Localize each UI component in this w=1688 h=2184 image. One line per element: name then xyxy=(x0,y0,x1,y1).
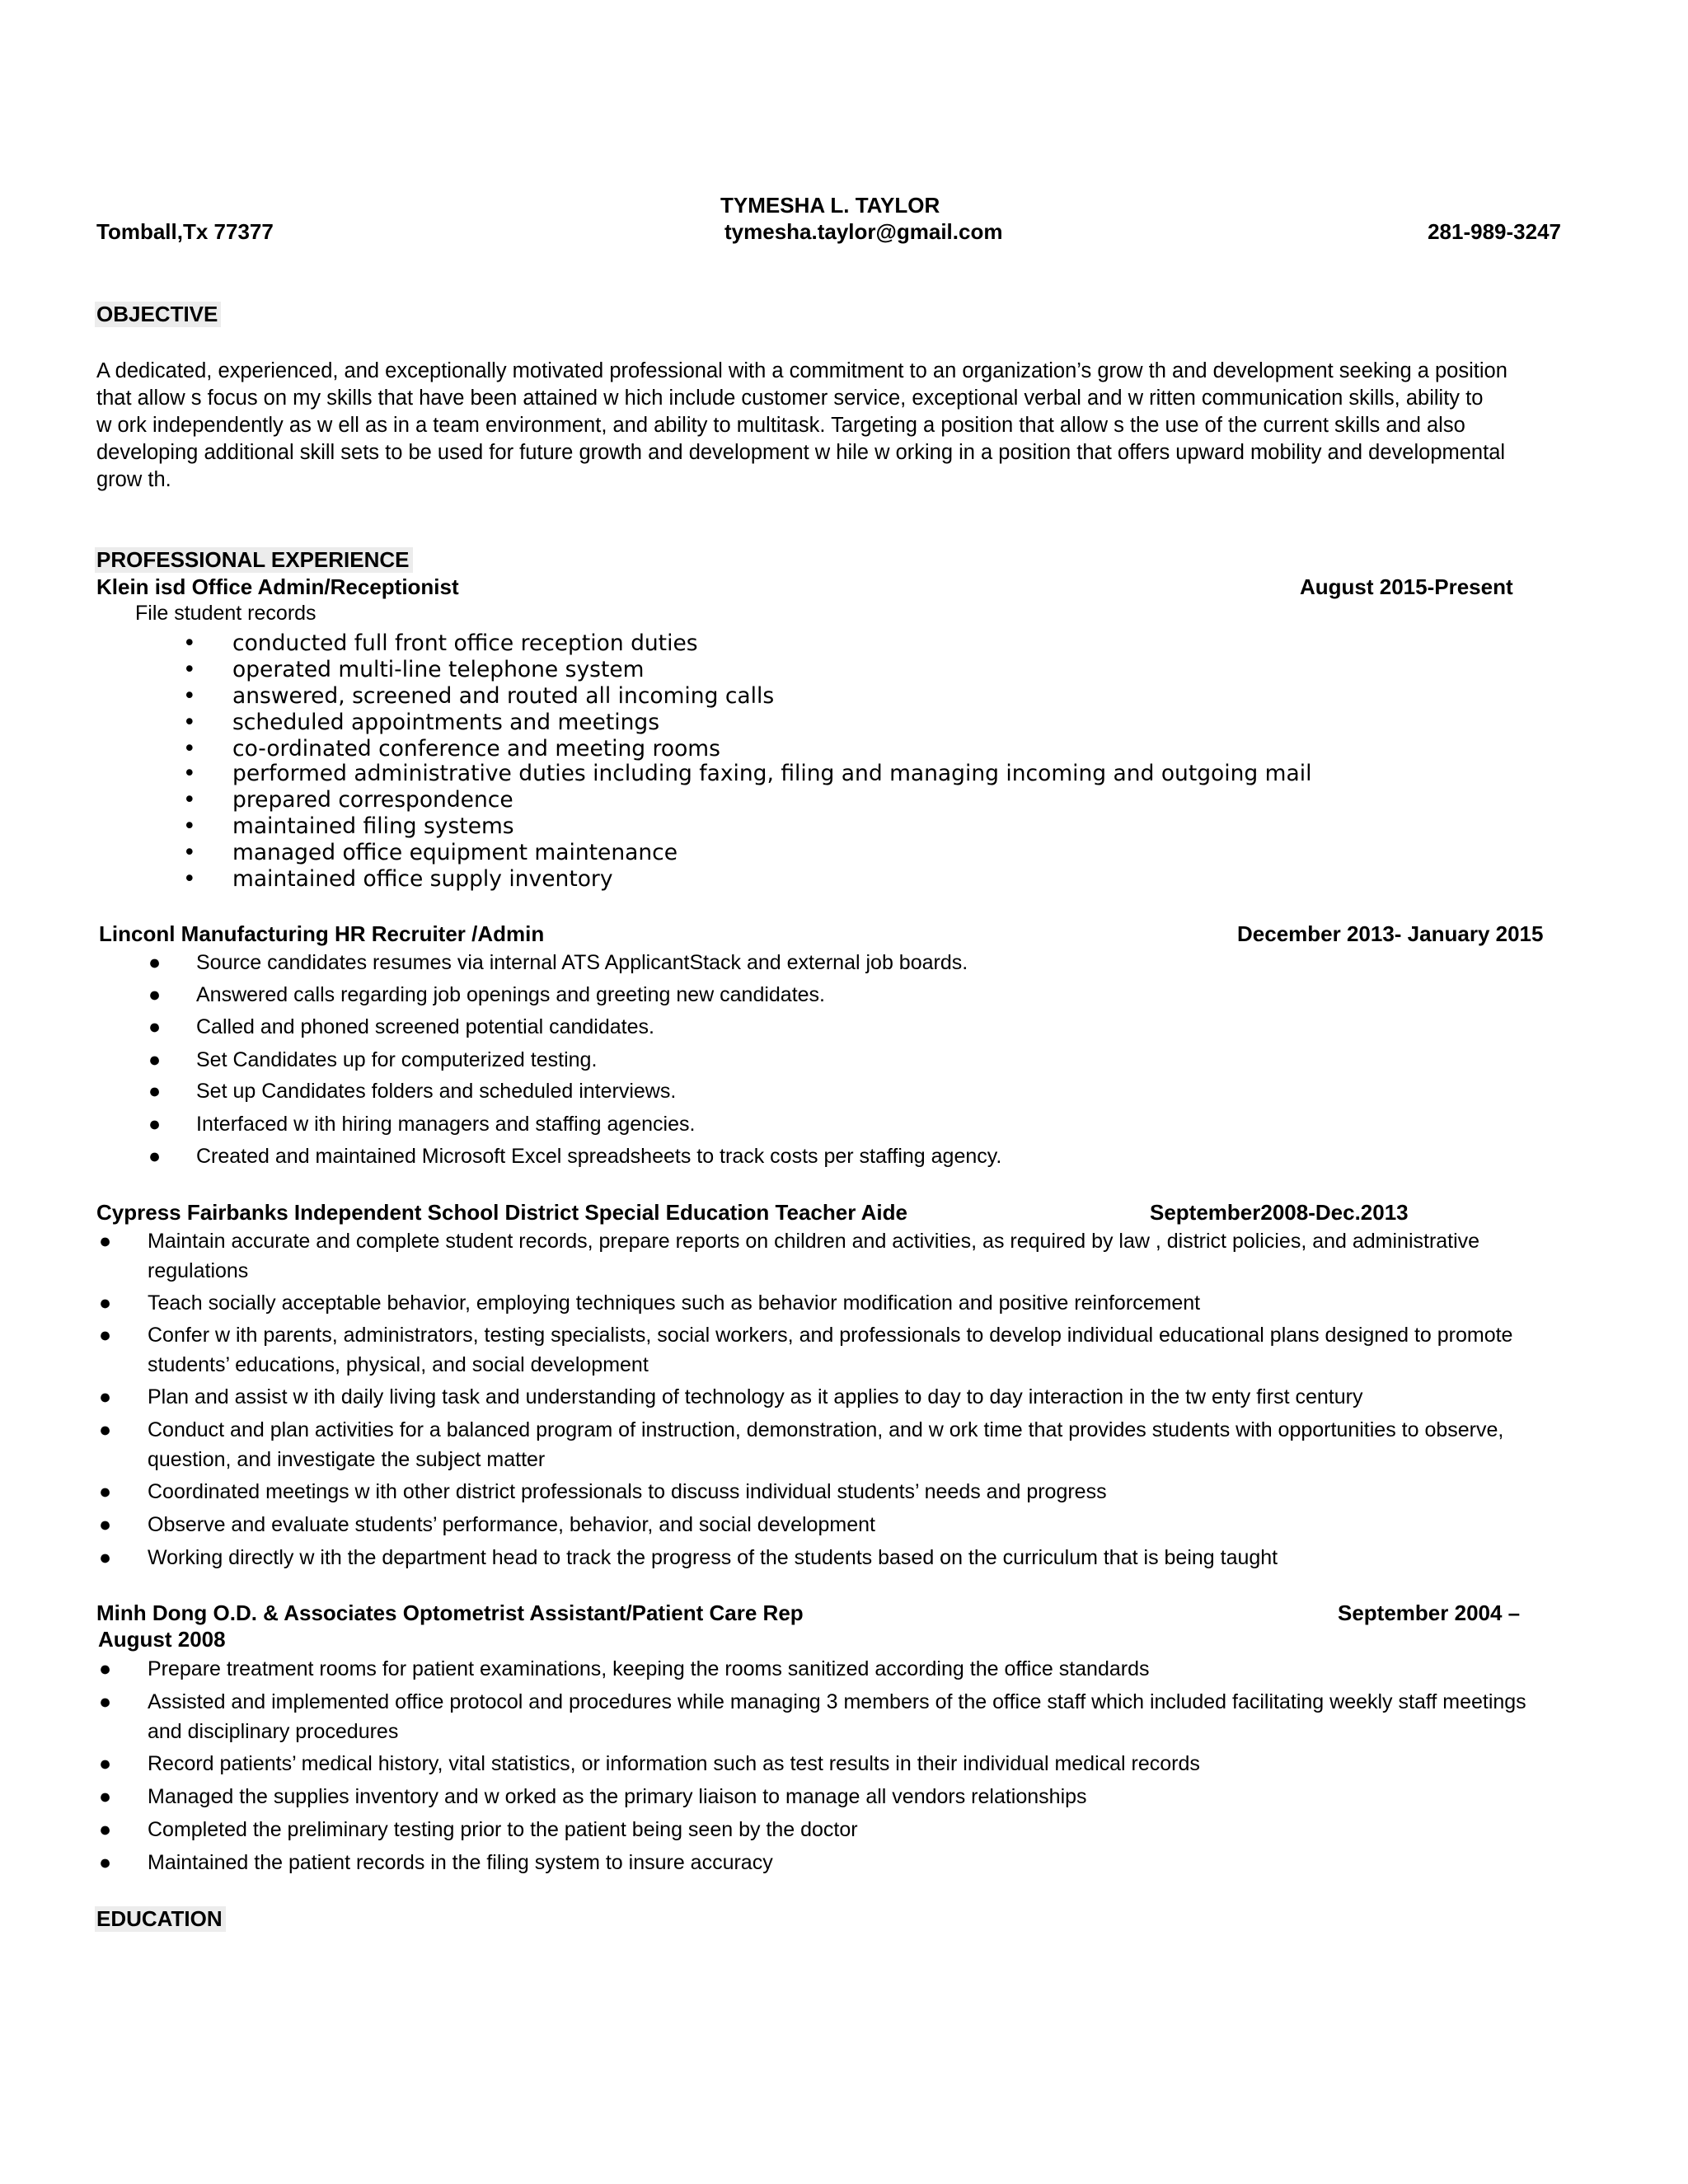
bullet-icon: • xyxy=(183,657,196,682)
bullet-icon: • xyxy=(183,866,196,892)
job-intro: File student records xyxy=(135,602,316,625)
bullet-icon: ● xyxy=(148,951,162,974)
job-dates: September 2004 – xyxy=(1338,1601,1521,1625)
bullet-icon: ● xyxy=(99,1480,112,1503)
bullet-icon: ● xyxy=(99,1690,112,1713)
phone: 281-989-3247 xyxy=(1428,219,1561,244)
job-title: Linconl Manufacturing HR Recruiter /Admin xyxy=(99,921,545,946)
bullet-icon: • xyxy=(183,813,196,839)
job-dates: August 2015-Present xyxy=(1300,574,1513,599)
location: Tomball,Tx 77377 xyxy=(96,219,274,244)
bullet-icon: • xyxy=(183,840,196,865)
bullet-icon: ● xyxy=(148,1113,162,1136)
bullet-icon: ● xyxy=(148,1015,162,1038)
bullet-icon: • xyxy=(183,736,196,762)
job-dates: December 2013- January 2015 xyxy=(1237,921,1544,946)
bullet-icon: ● xyxy=(99,1324,112,1347)
bullet-icon: ● xyxy=(99,1851,112,1874)
job-dates-continued: August 2008 xyxy=(98,1627,226,1652)
objective-heading: OBJECTIVE xyxy=(95,302,221,327)
bullet-icon: • xyxy=(183,787,196,813)
bullet-icon: ● xyxy=(99,1418,112,1441)
objective-line: developing additional skill sets to be used for future growth and development w hile w orking in a position that offers upward mobility and developmental xyxy=(96,441,1506,464)
experience-heading: PROFESSIONAL EXPERIENCE xyxy=(95,547,413,573)
objective-line: A dedicated, experienced, and exceptionally motivated professional with a commitment to an organization’s grow th and development seeking a position xyxy=(96,359,1507,382)
bullet-icon: • xyxy=(183,630,196,656)
bullet-icon: ● xyxy=(148,1048,162,1071)
bullet-icon: • xyxy=(183,761,196,786)
objective-line: that allow s focus on my skills that have been attained w hich include customer service, exceptional verbal and w ritten communication skills, ability to xyxy=(96,387,1484,410)
bullet-icon: ● xyxy=(99,1785,112,1808)
bullet-icon: ● xyxy=(148,1145,162,1168)
bullet-icon: ● xyxy=(99,1546,112,1569)
bullet-icon: ● xyxy=(99,1752,112,1775)
candidate-name: TYMESHA L. TAYLOR xyxy=(720,193,940,218)
job-dates: September2008-Dec.2013 xyxy=(1150,1200,1409,1225)
bullet-icon: • xyxy=(183,683,196,709)
job-title: Cypress Fairbanks Independent School District Special Education Teacher Aide xyxy=(96,1200,907,1225)
objective-text xyxy=(96,358,1572,494)
objective-line: grow th. xyxy=(96,468,171,491)
email: tymesha.taylor@gmail.com xyxy=(724,219,1003,244)
job-title: Klein isd Office Admin/Receptionist xyxy=(96,574,459,599)
bullet-icon: ● xyxy=(148,983,162,1006)
bullet-icon: ● xyxy=(99,1818,112,1841)
bullet-icon: • xyxy=(183,710,196,735)
bullet-icon: ● xyxy=(99,1657,112,1680)
bullet-icon: ● xyxy=(99,1230,112,1253)
bullet-icon: ● xyxy=(99,1385,112,1408)
job-title: Minh Dong O.D. & Associates Optometrist Assistant/Patient Care Rep xyxy=(96,1601,804,1625)
education-heading: EDUCATION xyxy=(95,1906,226,1932)
bullet-icon: ● xyxy=(148,1080,162,1103)
bullet-icon: ● xyxy=(99,1291,112,1315)
bullet-icon: ● xyxy=(99,1513,112,1536)
objective-line: w ork independently as w ell as in a team environment, and ability to multitask. Targeting a position that allow s the use of the current skills and also xyxy=(96,414,1465,437)
